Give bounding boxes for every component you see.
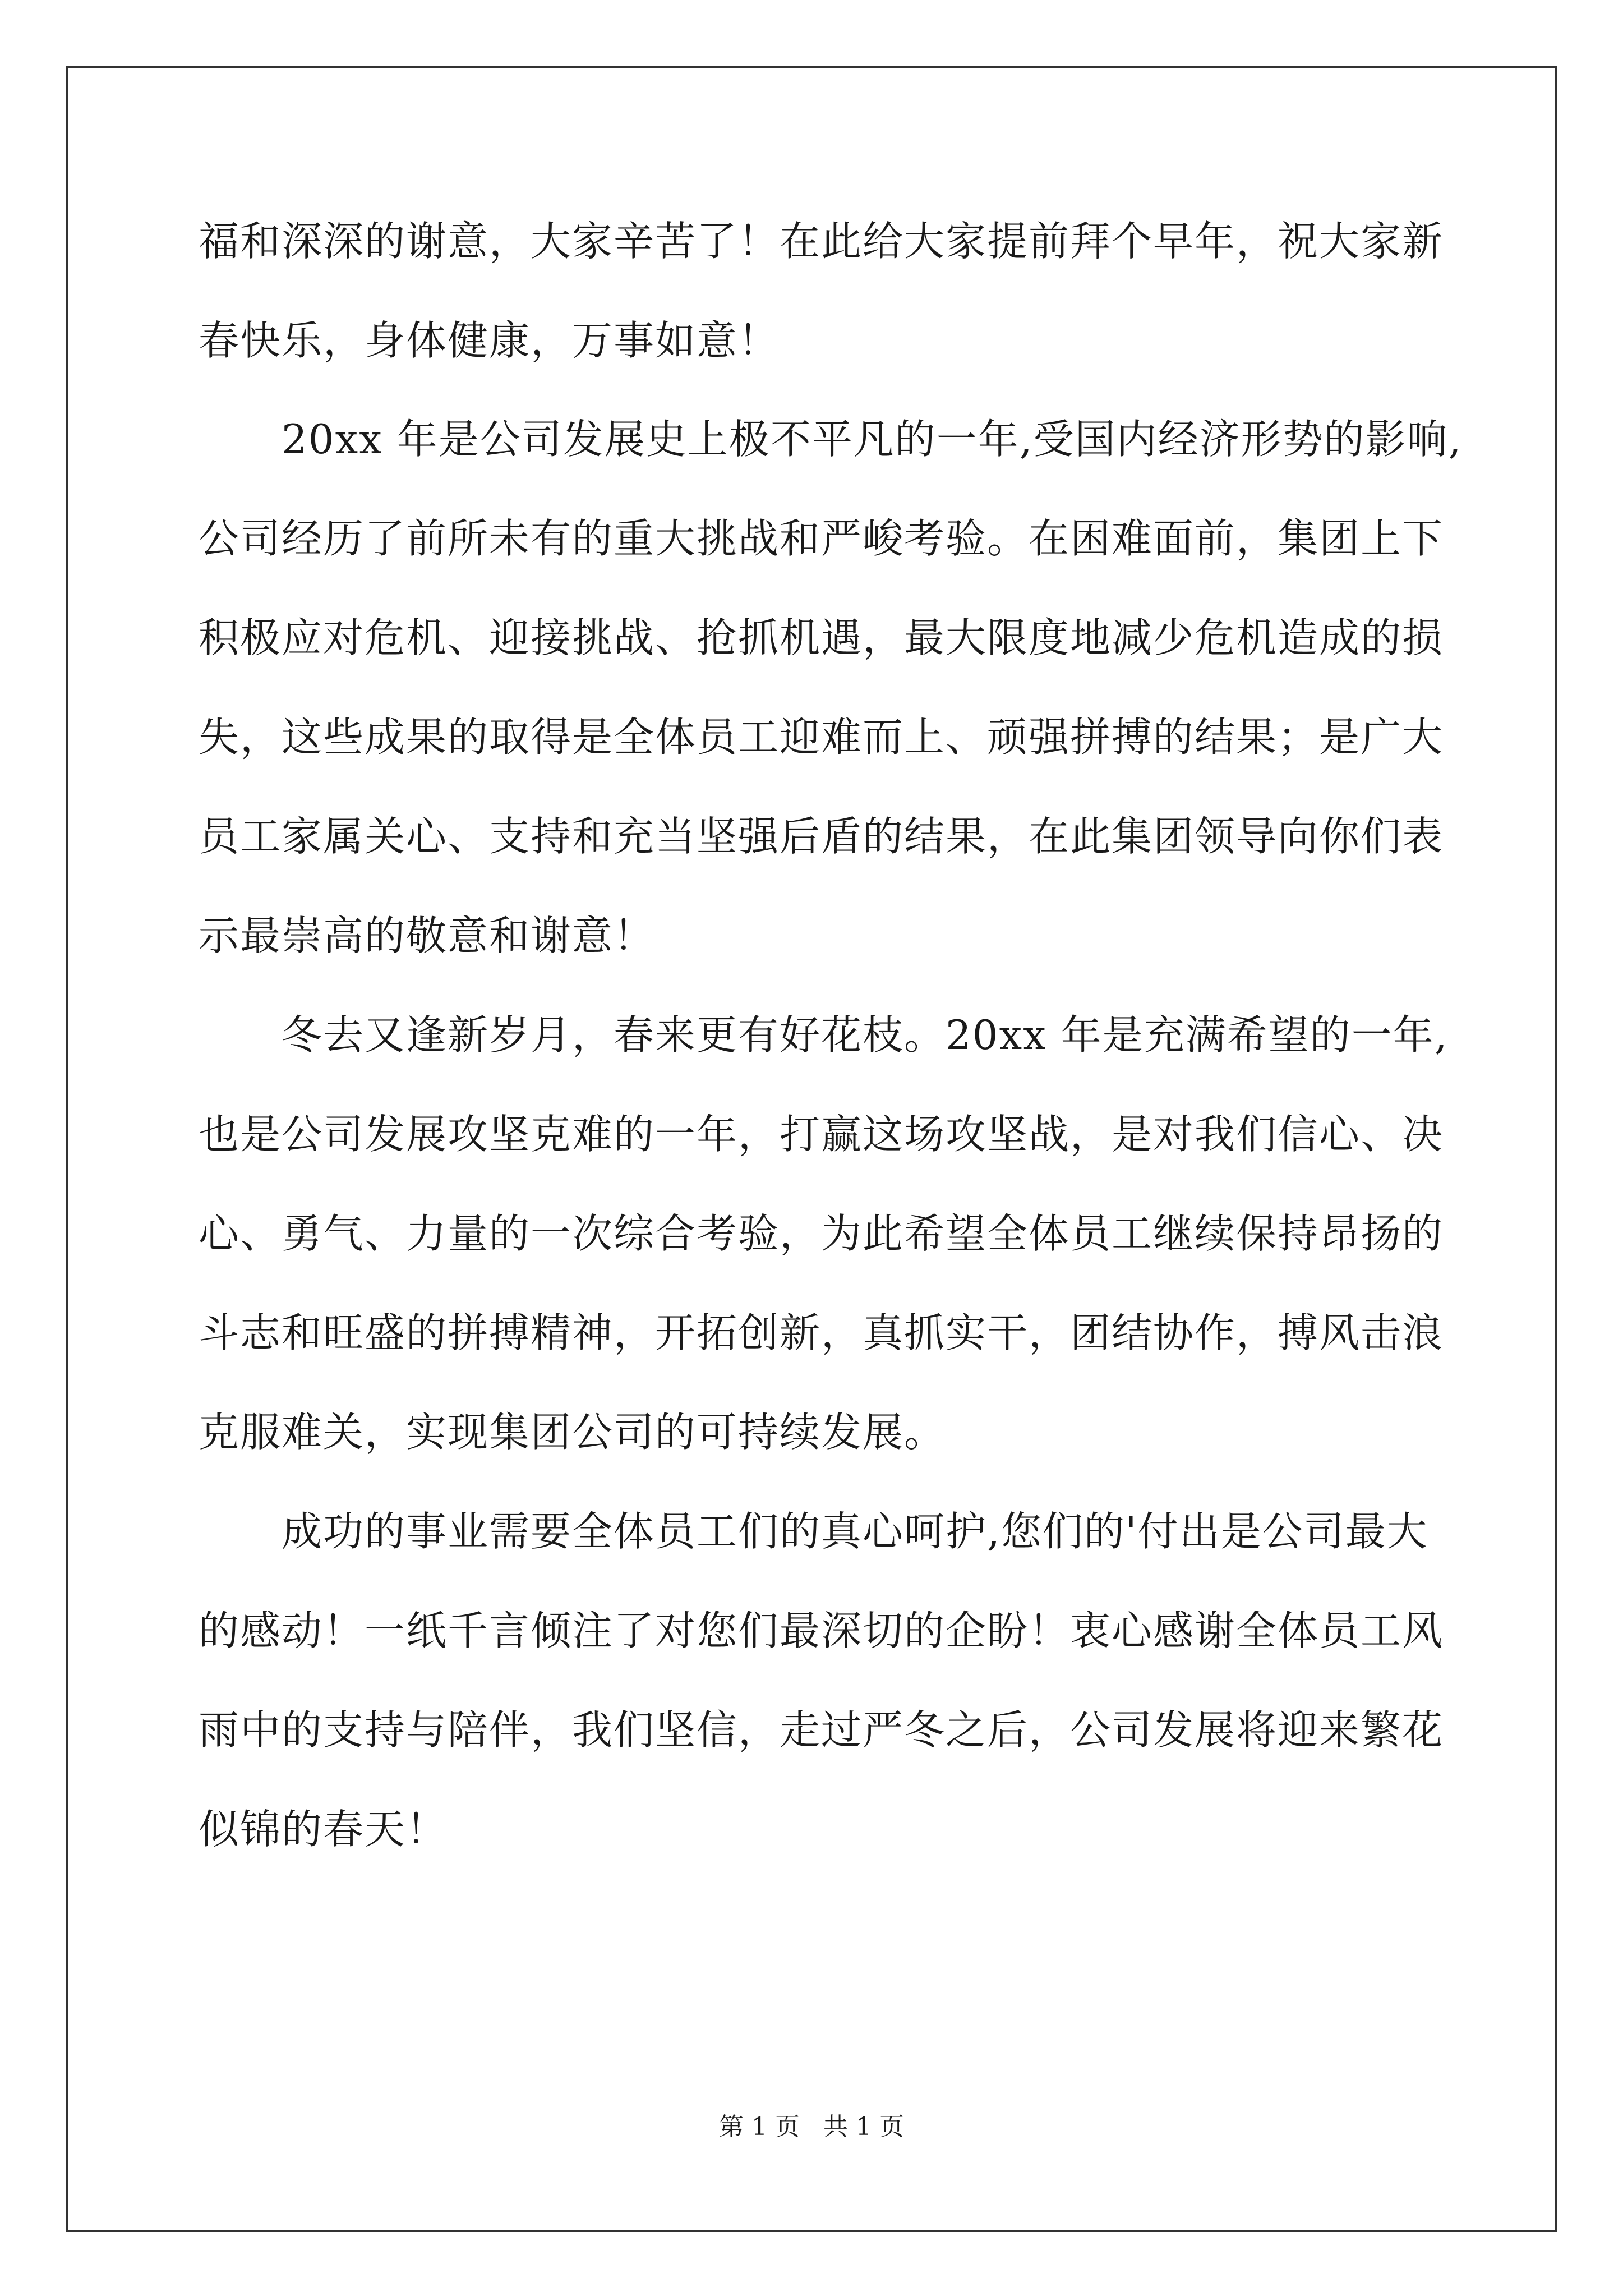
- body-text-line: 的感动！一纸千言倾注了对您们最深切的企盼！衷心感谢全体员工风: [199, 1607, 1444, 1654]
- page-number-footer: 第 1 页 共 1 页: [719, 2113, 904, 2141]
- body-text-line: 成功的事业需要全体员工们的真心呵护,您们的'付出是公司最大: [199, 1508, 1428, 1555]
- body-text-line: 斗志和旺盛的拼搏精神，开拓创新，真抓实干，团结协作，搏风击浪: [199, 1309, 1444, 1356]
- body-text-line: 雨中的支持与陪伴，我们坚信，走过严冬之后，公司发展将迎来繁花: [199, 1706, 1444, 1754]
- body-text-line: 克服难关，实现集团公司的可持续发展。: [199, 1409, 946, 1456]
- body-text-line: 积极应对危机、迎接挑战、抢抓机遇，最大限度地减少危机造成的损: [199, 614, 1444, 661]
- body-text-line: 心、勇气、力量的一次综合考验，为此希望全体员工继续保持昂扬的: [199, 1210, 1444, 1257]
- body-text-line: 20xx 年是公司发展史上极不平凡的一年,受国内经济形势的影响,: [199, 416, 1463, 463]
- body-text-line: 员工家属关心、支持和充当坚强后盾的结果，在此集团领导向你们表: [199, 813, 1444, 860]
- body-text-line: 福和深深的谢意，大家辛苦了！在此给大家提前拜个早年，祝大家新: [199, 218, 1444, 265]
- body-text-line: 失，这些成果的取得是全体员工迎难而上、顽强拼搏的结果；是广大: [199, 714, 1444, 761]
- body-text-line: 示最崇高的敬意和谢意！: [199, 912, 656, 959]
- body-text-line: 春快乐，身体健康，万事如意！: [199, 317, 780, 364]
- body-text-line: 也是公司发展攻坚克难的一年，打赢这场攻坚战，是对我们信心、决: [199, 1111, 1444, 1158]
- body-text-line: 似锦的春天！: [199, 1806, 448, 1853]
- body-text-line: 冬去又逢新岁月，春来更有好花枝。20xx 年是充满希望的一年,: [199, 1011, 1449, 1059]
- body-text-line: 公司经历了前所未有的重大挑战和严峻考验。在困难面前，集团上下: [199, 515, 1444, 562]
